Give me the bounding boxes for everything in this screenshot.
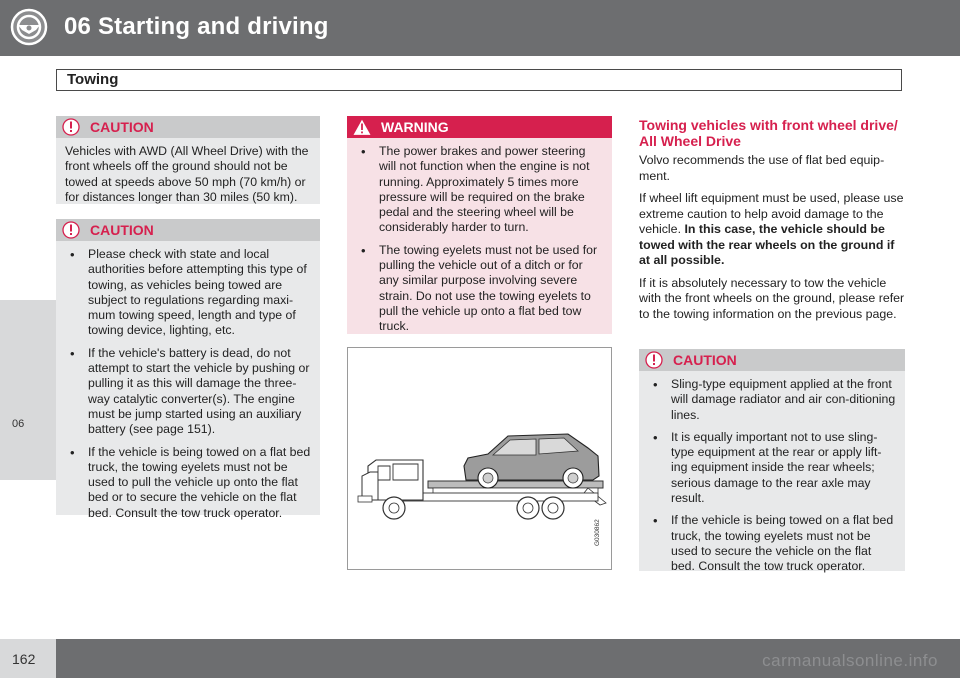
caution-title: CAUTION [90, 222, 154, 238]
paragraph-front-wheels: If it is absolutely necessary to tow the vehicle with the front wheels on the ground, please refer to the towing information on the previous page. [639, 275, 905, 321]
list-item: • It is equally important not to use sling-type equipment at the rear or apply lift-ing equipment inside the rear wheels; serious damage to the rear axle may result. [648, 430, 897, 506]
list-item: • The towing eyelets must not be used for pulling the vehicle out of a ditch or for any similar purpose involving severe strain. Do not use the towing eyelets to pull the vehicle up onto a flat bed tow truck. [356, 243, 604, 335]
page-footer [0, 639, 960, 678]
caution-box-header [639, 349, 905, 371]
caution-icon [60, 116, 82, 138]
paragraph-wheel-lift [639, 191, 907, 269]
caution-box-sling [639, 349, 905, 574]
list-item: • Please check with state and local authorities before attempting this type of towing, as vehicles being towed are subject to regulations regarding maxi-mum towing speed, length and type of towing device, lighting, etc. [65, 247, 312, 339]
right-column [639, 117, 907, 322]
caution-list [648, 377, 897, 575]
warning-triangle-icon [351, 116, 373, 138]
caution-list [65, 247, 312, 521]
section-heading: Towing vehicles with front wheel drive/ All Wheel Drive [639, 117, 898, 149]
chapter-title: 06 Starting and driving [64, 13, 329, 40]
caution-icon [643, 349, 665, 371]
warning-box [347, 116, 612, 334]
caution-box-awd [56, 116, 320, 204]
figure-code: G030862 [594, 519, 601, 546]
caution-box-regulations [56, 219, 320, 520]
paragraph-wheel-lift-emphasis: In this case, the vehicle should be towed with the rear wheels on the ground if at all possible. [639, 222, 895, 267]
tow-truck-drawing [348, 348, 611, 569]
caution-icon [60, 219, 82, 241]
chapter-side-tab [0, 300, 56, 480]
list-item: • If the vehicle is being towed on a flat bed truck, the towing eyelets must not be used to secure the vehicle on the flat bed. Consult the tow truck operator. [648, 513, 897, 574]
caution-title: CAUTION [673, 352, 737, 368]
caution-title: CAUTION [90, 119, 154, 135]
warning-list [356, 144, 604, 335]
chapter-side-tab-label: 06 [12, 418, 25, 430]
flatbed-tow-truck-illustration [347, 347, 612, 570]
caution-body [639, 371, 905, 582]
page-header [0, 0, 960, 56]
warning-title: WARNING [381, 119, 449, 135]
footer-page-tab [0, 639, 56, 678]
caution-box-header [56, 116, 320, 138]
warning-body [347, 138, 612, 342]
paragraph-wheel-lift-text: If wheel lift equipment must be used, please use extreme caution to help avoid damage to the vehicle. [639, 191, 904, 236]
caution-body [56, 241, 320, 528]
steering-wheel-icon [10, 8, 48, 46]
watermark: carmanualsonline.info [762, 651, 938, 670]
warning-box-header [347, 116, 612, 138]
paragraph-flatbed: Volvo recommends the use of flat bed equip-ment. [639, 153, 885, 183]
list-item: • If the vehicle is being towed on a flat bed truck, the towing eyelets must not be used to pull the vehicle up onto the flat bed or to secure the vehicle on the flat bed. Consult the tow truck operator. [65, 445, 312, 521]
caution-box-header [56, 219, 320, 241]
page-number: 162 [12, 651, 36, 667]
list-item: • The power brakes and power steering will not function when the engine is not running. Approximately 5 times more pressure will be required on the brake pedal and the steering wheel will be considerably harder to turn. [356, 144, 604, 236]
list-item: • Sling-type equipment applied at the front will damage radiator and air con-ditioning lines. [648, 377, 897, 423]
section-bar [56, 69, 902, 91]
list-item: • If the vehicle's battery is dead, do not attempt to start the vehicle by pushing or pulling it as this will damage the three-way catalytic converter(s). The engine must be jump started using an auxiliary battery (see page 151). [65, 346, 312, 438]
caution-text: Vehicles with AWD (All Wheel Drive) with the front wheels off the ground should not be towed at speeds above 50 mph (70 km/h) or for distances longer than 30 miles (50 km). [65, 144, 309, 204]
caution-body [56, 138, 320, 212]
section-title: Towing [67, 71, 119, 88]
